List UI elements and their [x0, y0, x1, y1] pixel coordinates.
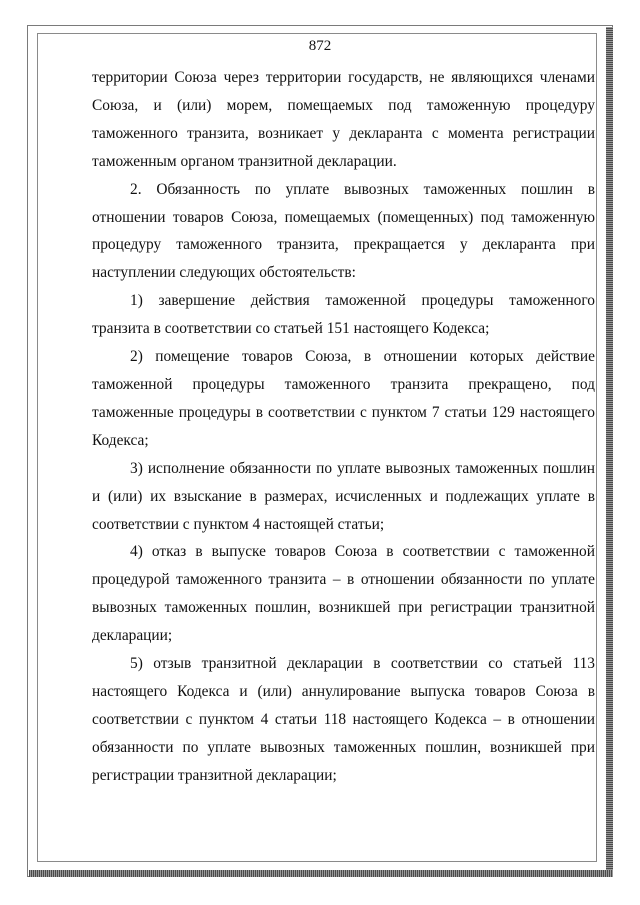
list-item-1: 1) завершение действия таможенной процедуры таможенного транзита в соответствии со статьей 151 настоящего Кодекса;	[92, 292, 595, 338]
paragraph-item-2: 2. Обязанность по уплате вывозных таможенных пошлин в отношении товаров Союза, помещаемых (помещенных) под таможенную процедуру таможенного транзита, прекращается у декларанта при наступлении следующих обстоятельств:	[92, 180, 595, 282]
page-border-shadow-bottom	[29, 870, 613, 877]
list-item-3: 3) исполнение обязанности по уплате вывозных таможенных пошлин и (или) их взыскание в размерах, исчисленных и подлежащих уплате в соответствии с пунктом 4 настоящей статьи;	[92, 459, 595, 533]
list-item-2: 2) помещение товаров Союза, в отношении которых действие таможенной процедуры таможенного транзита прекращено, под таможенные процедуры в соответствии с пунктом 7 статьи 129 настоящего Кодекса;	[92, 348, 595, 449]
page-border-shadow-right	[606, 27, 613, 877]
list-item-4: 4) отказ в выпуске товаров Союза в соответствии с таможенной процедурой таможенного транзита – в отношении обязанности по уплате вывозных таможенных пошлин, возникшей при регистрации транзитной декларации;	[92, 543, 595, 645]
list-item-5: 5) отзыв транзитной декларации в соответствии со статьей 113 настоящего Кодекса и (или) аннулирование выпуска товаров Союза в соответствии с пунктом 4 статьи 118 настоящего Кодекса – в отношении обязанности по уплате вывозных таможенных пошлин, возникшей при регистрации транзитной декларации;	[92, 655, 595, 784]
paragraph-continuation: территории Союза через территории государств, не являющихся членами Союза, и (или) морем, помещаемых под таможенную процедуру таможенного транзита, возникает у декларанта с момента регистрации таможенным органом транзитной декларации.	[92, 69, 595, 170]
document-body	[92, 64, 595, 790]
page-number: 872	[308, 38, 332, 54]
